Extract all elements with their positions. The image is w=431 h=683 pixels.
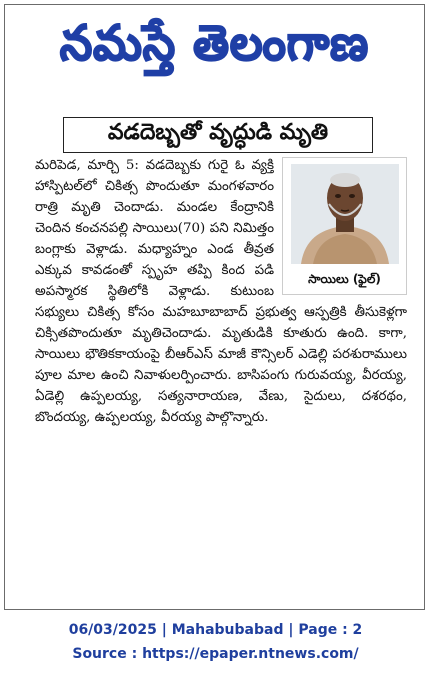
newspaper-title: నమస్తే తెలంగాణ <box>59 14 370 72</box>
masthead <box>5 7 424 91</box>
photo-caption: సాయిలు (ఫైల్) <box>308 272 381 286</box>
footer <box>0 618 431 666</box>
footer-date: 06/03/2025 <box>68 622 157 638</box>
footer-page: Page : 2 <box>298 622 363 638</box>
article-body: మరిపెడ, మార్చి 5: వడదెబ్బకు గురై ఓ వ్యక్తి హాస్పిటల్‌లో చికిత్స పొందుతూ మంగళవారం రాత్రి మృతి చెందాడు. మండల కేంద్రానికి చెందిన కంచనపల్లి సాయిలు(70) పని నిమిత్తం బంగ్లాకు వెళ్లాడు. మధ్యాహ్నం ఎండ తీవ్రత ఎక్కువ కావడంతో స్పృహ తప్పి కింద పడి అపస్మారక స్థితిలోకి వెళ్లాడు. కుటుంబ సభ్యులు చికిత్స కోసం మహబూబాబాద్ ప్రభుత్వ ఆస్పత్రికి తీసుకెళ్లగా చిక్సితపొందుతూ మృతిచెందాడు. మృతుడికి కూతురు ఉంది. కాగా, సాయిలు భౌతికకాయంపై బీఆర్‌ఎస్ మాజీ కౌన్సిలర్ ఎడెల్లి పరశురాములు పూల మాల ఉంచి నివాళులర్పించారు. బాసిపంగు గురువయ్య, వీరయ్య, ఏడెల్లి ఉప్పలయ్య, సత్యనారాయణ, వేణు, సైదులు, దశరథం, బొందయ్య, ఉప్పలయ్య, వీరయ్య పాల్గొన్నారు. <box>35 158 407 425</box>
headline-box <box>63 117 373 153</box>
footer-meta-line: 06/03/2025 | Mahabubabad | Page : 2 <box>68 622 363 638</box>
article-body-container <box>35 155 407 607</box>
article-headline: వడదెబ్బతో వృద్ధుడి మృతి <box>107 120 329 145</box>
cropped-text-strip <box>35 97 195 105</box>
person-photo <box>291 164 399 264</box>
footer-edition: Mahabubabad <box>171 622 284 638</box>
footer-source[interactable]: Source : https://epaper.ntnews.com/ <box>72 646 359 662</box>
portrait-illustration <box>291 164 399 264</box>
photo-frame <box>282 157 407 295</box>
newspaper-clipping <box>4 4 425 610</box>
